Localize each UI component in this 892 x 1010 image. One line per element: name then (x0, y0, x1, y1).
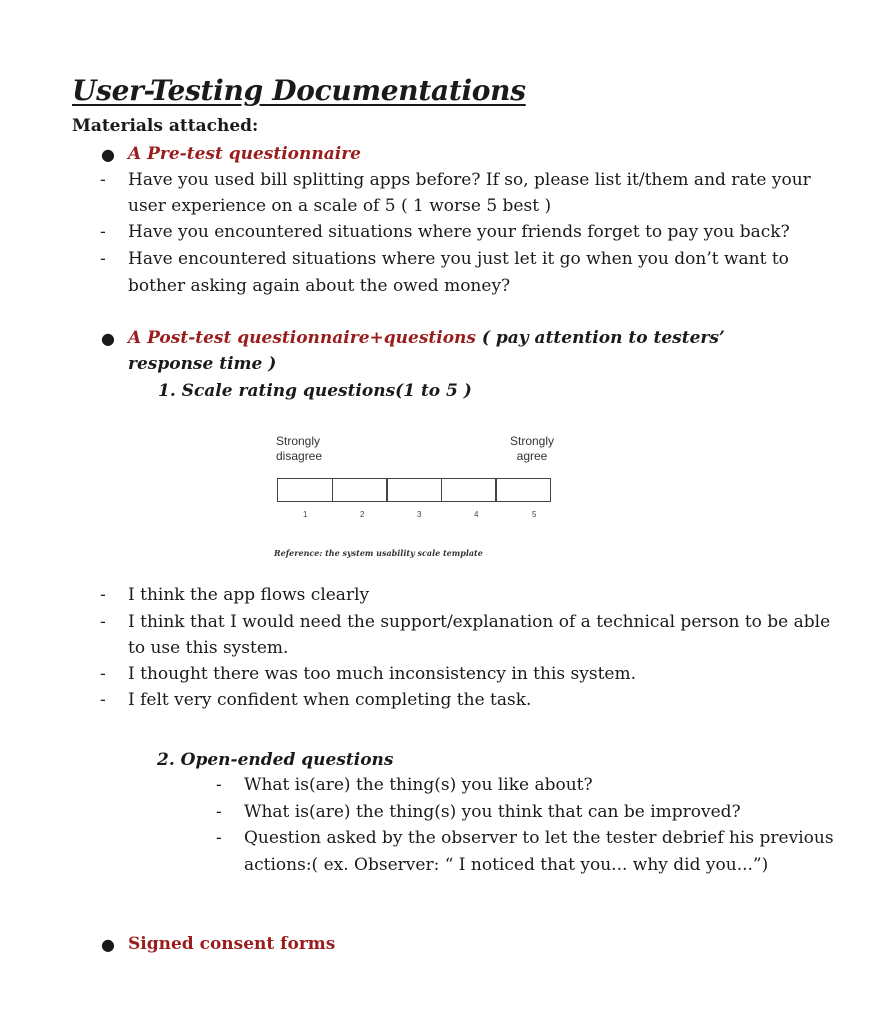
scale-boxes (277, 478, 550, 502)
posttest-note: ( pay attention to testers’ (475, 328, 725, 348)
open-question: Question asked by the observer to let the tester debrief his previous (244, 828, 834, 848)
scale-box-2 (332, 478, 388, 502)
open-ended-heading: 2. Open-ended questions (157, 750, 394, 770)
posttest-heading-line (128, 325, 725, 351)
statement-item-cont: to use this system. (128, 638, 289, 658)
dash-icon: - (216, 775, 222, 795)
posttest-heading: A Post-test questionnaire+questions (128, 328, 476, 348)
scale-box-3 (386, 478, 442, 502)
scale-rating-figure (262, 428, 602, 568)
open-question: What is(are) the thing(s) you like about? (244, 775, 593, 795)
scale-box-1 (277, 478, 333, 502)
scale-box-5 (495, 478, 551, 502)
dash-icon: - (100, 585, 106, 605)
dash-icon: - (100, 690, 106, 710)
dash-icon: - (100, 249, 106, 269)
statement-item: I thought there was too much inconsistency in this system. (128, 664, 636, 684)
page-title: User-Testing Documentations (72, 74, 526, 107)
statement-item: I think that I would need the support/explanation of a technical person to be able (128, 612, 831, 632)
open-question: What is(are) the thing(s) you think that can be improved? (244, 802, 741, 822)
open-question-cont: actions:( ex. Observer: “ I noticed that you... why did you...”) (244, 855, 769, 875)
scale-left-label-1: Strongly (276, 434, 321, 448)
posttest-note-cont: response time ) (128, 354, 277, 374)
pretest-question: Have encountered situations where you just let it go when you don’t want to (128, 249, 789, 269)
bullet-icon: ● (101, 935, 115, 954)
dash-icon: - (216, 828, 222, 848)
dash-icon: - (100, 170, 106, 190)
statement-item: I felt very confident when completing the task. (128, 690, 532, 710)
bullet-icon: ● (101, 145, 115, 164)
dash-icon: - (100, 612, 106, 632)
dash-icon: - (216, 802, 222, 822)
strongly-agree-label (510, 434, 554, 464)
scale-number: 1 (303, 510, 308, 519)
pretest-heading: A Pre-test questionnaire (128, 144, 361, 164)
dash-icon: - (100, 664, 106, 684)
pretest-question-cont: user experience on a scale of 5 ( 1 worse 5 best ) (128, 196, 552, 216)
scale-heading: 1. Scale rating questions(1 to 5 ) (158, 381, 472, 401)
pretest-question: Have you encountered situations where your friends forget to pay you back? (128, 222, 790, 242)
consent-heading: Signed consent forms (128, 934, 336, 954)
strongly-disagree-label (276, 434, 322, 464)
scale-right-label-2: agree (516, 449, 548, 463)
materials-label: Materials attached: (72, 116, 259, 136)
dash-icon: - (100, 222, 106, 242)
scale-number: 4 (474, 510, 479, 519)
scale-number: 2 (360, 510, 365, 519)
pretest-question-cont: bother asking again about the owed money? (128, 276, 511, 296)
scale-number: 3 (417, 510, 422, 519)
bullet-icon: ● (101, 329, 115, 348)
scale-reference: Reference: the system usability scale template (274, 548, 483, 558)
scale-right-label-1: Strongly (510, 434, 555, 448)
statement-item: I think the app flows clearly (128, 585, 370, 605)
scale-left-label-2: disagree (276, 449, 323, 463)
pretest-question: Have you used bill splitting apps before? If so, please list it/them and rate your (128, 170, 811, 190)
scale-box-4 (441, 478, 497, 502)
scale-number: 5 (532, 510, 537, 519)
